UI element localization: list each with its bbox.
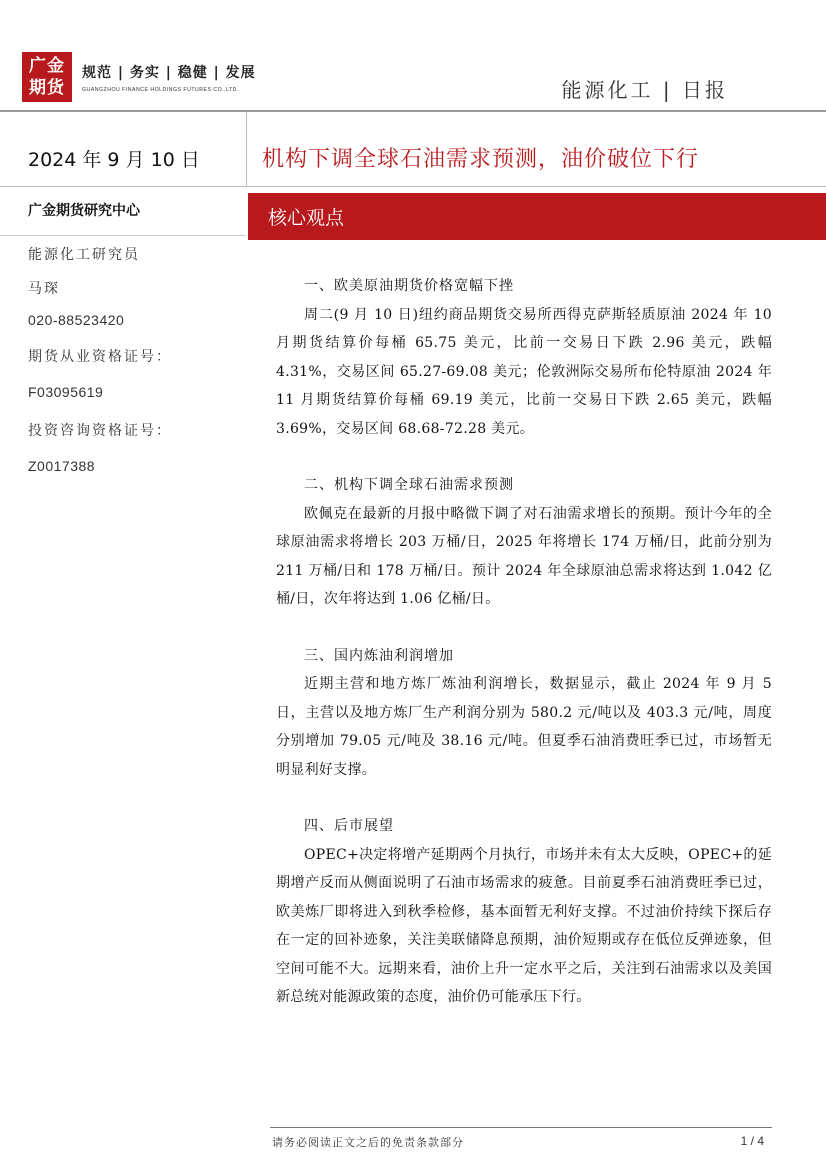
sidebar-divider — [0, 235, 246, 236]
core-view-content — [276, 272, 772, 1040]
futures-license-number: F03095619 — [28, 384, 104, 400]
futures-license-label: 期货从业资格证号： — [28, 349, 172, 365]
analyst-role: 能源化工研究员 — [28, 247, 140, 263]
page-number: 1 / 4 — [740, 1134, 764, 1148]
section-heading: 二、机构下调全球石油需求预测 — [304, 477, 514, 493]
research-center: 广金期货研究中心 — [28, 203, 140, 219]
title-row-divider — [246, 112, 247, 187]
report-title: 机构下调全球石油需求预测，油价破位下行 — [262, 147, 700, 172]
section-paragraph: 欧佩克在最新的月报中略微下调了对石油需求增长的预期。预计今年的全球原油需求将增长 203 万桶/日，2025 年将增长 174 万桶/日，此前分别为 211 万桶/日和 178 万桶/日。预计 2024 年全球原油总需求将达到 1.042 亿桶/日，次年将达到 1.06 亿桶/日。 — [276, 505, 772, 607]
section-heading: 三、国内炼油利润增加 — [304, 647, 454, 664]
company-logo — [22, 52, 72, 102]
advisory-license-number: Z0017388 — [28, 458, 96, 474]
section-heading: 四、后市展望 — [304, 818, 394, 834]
analyst-sidebar — [0, 187, 246, 497]
section-paragraph: OPEC+决定将增产延期两个月执行，市场并未有太大反映，OPEC+的延期增产反而从侧面说明了石油市场需求的疲惫。目前夏季石油消费旺季已过，欧美炼厂即将进入到秋季检修，基本面暂无利好支撑。不过油价持续下探后存在一定的回补迹象，关注美联储降息预期，油价短期或存在低位反弹迹象，但空间可能不大。远期来看，油价上升一定水平之后，关注到石油需求以及美国新总统对能源政策的态度，油价仍可能承压下行。 — [276, 846, 772, 1005]
core-view-label: 核心观点 — [268, 207, 345, 229]
logo-text-line2: 期货 — [29, 78, 65, 98]
header-divider — [0, 110, 826, 112]
company-slogan: 规范 | 务实 | 稳健 | 发展 — [82, 65, 256, 81]
report-type: 能源化工 | 日报 — [561, 78, 728, 102]
logo-text-line1: 广金 — [29, 56, 65, 76]
section-heading: 一、欧美原油期货价格宽幅下挫 — [304, 278, 514, 294]
report-date: 2024 年 9 月 10 日 — [28, 149, 200, 171]
analyst-phone: 020-88523420 — [28, 312, 125, 328]
company-english-name: GUANGZHOU FINANCE HOLDINGS FUTURES CO.,LTD. — [82, 87, 239, 93]
analyst-name: 马琛 — [28, 281, 60, 297]
section-paragraph: 近期主营和地方炼厂炼油利润增长，数据显示，截止 2024 年 9 月 5 日，主营以及地方炼厂生产利润分别为 580.2 元/吨以及 403.3 元/吨，周度分别增加 79.05 元/吨及 38.16 元/吨。但夏季石油消费旺季已过，市场暂无明显利好支撑。 — [276, 676, 772, 778]
section-paragraph: 周二(9 月 10 日)纽约商品期货交易所西得克萨斯轻质原油 2024 年 10 月期货结算价每桶 65.75 美元，比前一交易日下跌 2.96 美元，跌幅 4.31%，交易区间 65.27-69.08 美元；伦敦洲际交易所布伦特原油 2024 年 11 月期货结算价每桶 69.19 美元，比前一交易日下跌 2.65 美元，跌幅 3.69%，交易区间 68.68-72.28 美元。 — [276, 306, 772, 437]
core-view-banner — [248, 193, 826, 240]
advisory-license-label: 投资咨询资格证号： — [28, 423, 172, 439]
footer-divider — [270, 1127, 772, 1128]
footer-disclaimer: 请务必阅读正文之后的免责条款部分 — [272, 1136, 464, 1149]
